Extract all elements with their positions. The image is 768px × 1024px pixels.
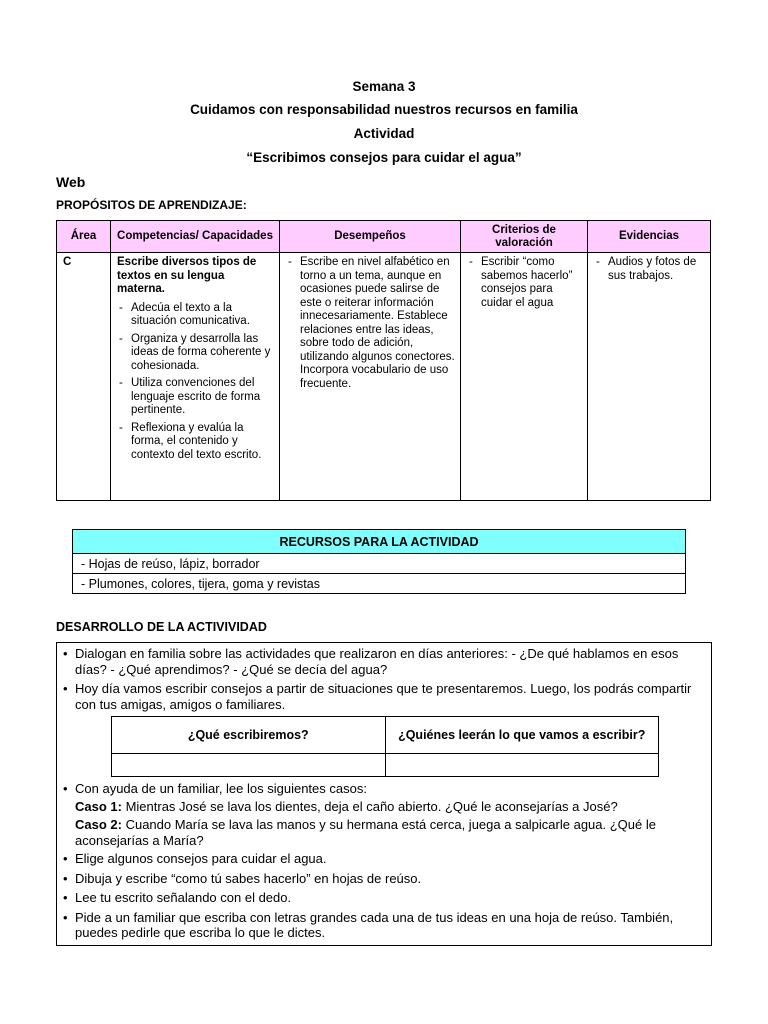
resources-table (72, 529, 686, 594)
capacity-item: - Adecúa el texto a la situación comunicativa. (117, 302, 275, 329)
planning-header-what: ¿Qué escribiremos? (112, 717, 386, 754)
competency-title: Escribe diversos tipos de textos en su lengua materna. (117, 256, 257, 295)
evidence-cell (588, 253, 711, 501)
step-item: • Dibuja y escribe “como tú sabes hacerlo” en hojas de reúso. (61, 871, 701, 887)
planning-header-who: ¿Quiénes leerán lo que vamos a escribir? (385, 717, 659, 754)
capacity-item: - Utiliza convenciones del lenguaje escrito de forma pertinente. (117, 377, 275, 418)
planning-answer-what[interactable] (112, 754, 386, 777)
performances-cell (280, 253, 461, 501)
step-item: • Pide a un familiar que escriba con letras grandes cada una de tus ideas en una hoja de reúso. También, puedes pedirle que escriba lo que le dictes. (61, 910, 701, 941)
intro-write-advice: • Hoy día vamos escribir consejos a partir de situaciones que te presentaremos. Luego, los podrás compartir con tus amigas, amigos o familiares. (61, 681, 701, 712)
development-box (56, 642, 712, 946)
cases-intro: • Con ayuda de un familiar, lee los siguientes casos: (61, 781, 701, 797)
header-evidence: Evidencias (588, 221, 711, 253)
evidence-list (594, 256, 706, 283)
case-1 (75, 799, 701, 815)
step-item: • Elige algunos consejos para cuidar el agua. (61, 851, 701, 867)
capacity-item: - Organiza y desarrolla las ideas de forma coherente y cohesionada. (117, 333, 275, 374)
activity-title: “Escribimos consejos para cuidar el agua” (246, 150, 522, 165)
purposes-header-row (57, 221, 711, 253)
criteria-list (467, 256, 583, 310)
case-2-text: Cuando María se lava las manos y su hermana está cerca, juega a salpicarle agua. ¿Qué le aconsejarías a María? (75, 817, 656, 848)
competencies-cell (111, 253, 280, 501)
planning-answer-who[interactable] (385, 754, 659, 777)
header-criteria: Criterios de valoración (461, 221, 588, 253)
capacities-list (117, 302, 275, 463)
activity-label: Actividad (353, 126, 415, 141)
step-item: • Lee tu escrito señalando con el dedo. (61, 890, 701, 906)
web-label: Web (56, 174, 86, 190)
planning-table (111, 716, 659, 777)
header-area: Área (57, 221, 111, 253)
resource-item: - Plumones, colores, tijera, goma y revistas (73, 574, 686, 594)
case-2-label: Caso 2: (75, 817, 122, 832)
case-2 (75, 817, 701, 848)
capacity-item: - Reflexiona y evalúa la forma, el contenido y contexto del texto escrito. (117, 422, 275, 463)
criteria-item: - Escribir “como sabemos hacerlo” consejos para cuidar el agua (467, 256, 583, 310)
criteria-cell (461, 253, 588, 501)
intro-dialogue: • Dialogan en familia sobre las actividades que realizaron en días anteriores: - ¿De qué hablamos en esos días? - ¿Qué aprendimos? - ¿Qué se decía del agua? (61, 646, 701, 677)
case-1-text: Mientras José se lava los dientes, deja el caño abierto. ¿Qué le aconsejarías a José? (121, 798, 618, 814)
performances-list (286, 256, 456, 391)
case-1-label: Caso 1: (75, 798, 122, 814)
week-title: Semana 3 (352, 79, 416, 94)
resources-title: RECURSOS PARA LA ACTIVIDAD (73, 530, 686, 554)
purposes-row (57, 253, 711, 501)
performance-item: - Escribe en nivel alfabético en torno a un tema, aunque en ocasiones puede salirse de este o reiterar información innecesariamente. Establece relaciones entre las ideas, sobre todo de adición, utilizando algunos conectores. Incorpora vocabulario de uso frecuente. (286, 256, 456, 391)
unit-subtitle: Cuidamos con responsabilidad nuestros recursos en familia (190, 102, 578, 117)
resource-item: - Hojas de reúso, lápiz, borrador (73, 554, 686, 574)
header-performances: Desempeños (280, 221, 461, 253)
purposes-label: PROPÓSITOS DE APRENDIZAJE: (56, 198, 247, 212)
evidence-item: - Audios y fotos de sus trabajos. (594, 256, 706, 283)
development-title: DESARROLLO DE LA ACTIVIVIDAD (56, 620, 267, 634)
header-competencies: Competencias/ Capacidades (111, 221, 280, 253)
purposes-table (56, 220, 711, 501)
area-cell: C (57, 253, 111, 501)
